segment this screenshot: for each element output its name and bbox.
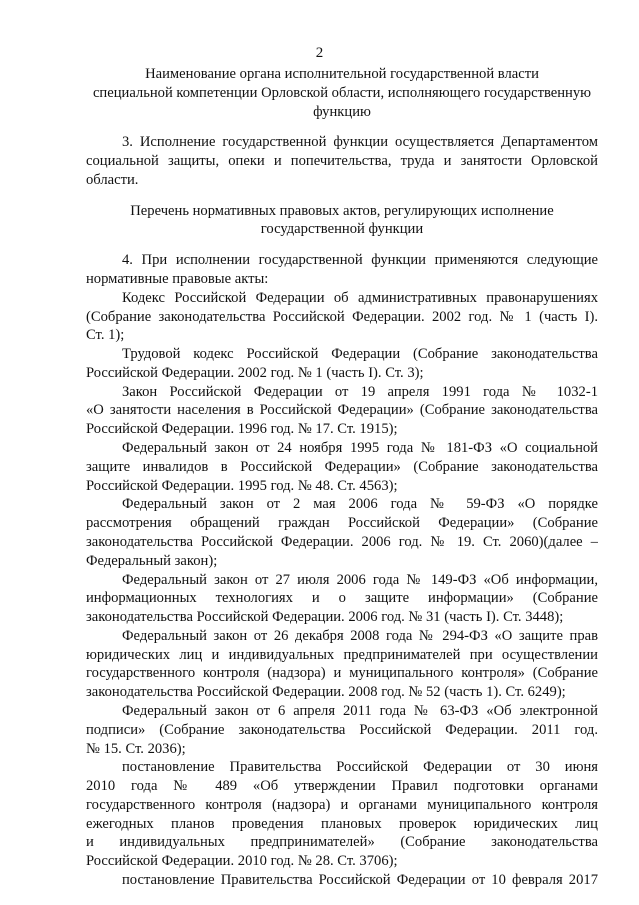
text-line: государственного контроля (надзора) и органами муниципального контроля <box>86 797 598 813</box>
text-line: Наименование органа исполнительной государственной власти <box>145 66 539 82</box>
text-line: законодательства Российской Федерации. 2006 год. № 31 (часть I). Ст. 3448); <box>86 609 564 625</box>
text-line: 4. При исполнении государственной функции применяются следующие <box>122 252 598 268</box>
text-line: «О занятости населения в Российской Федерации» (Собрание законодательства <box>86 402 598 418</box>
text-line: законодательства Российской Федерации. 2008 год. № 52 (часть 1). Ст. 6249); <box>86 684 566 700</box>
text-line: Трудовой кодекс Российской Федерации (Собрание законодательства <box>122 346 598 362</box>
text-line: (Собрание законодательства Российской Федерации. 2002 год. № 1 (часть I). <box>86 309 598 325</box>
text-line: Закон Российской Федерации от 19 апреля 1991 года № 1032-1 <box>122 384 598 400</box>
text-line: Ст. 1); <box>86 327 125 343</box>
text-line: ежегодных планов проведения плановых проверок юридических лиц <box>86 816 598 832</box>
text-line: юридических лиц и индивидуальных предпринимателей при осуществлении <box>86 647 598 663</box>
text-line: Федеральный закон от 26 декабря 2008 года № 294-ФЗ «О защите прав <box>122 628 598 644</box>
page-number: 2 <box>315 45 324 61</box>
text-line: специальной компетенции Орловской области, исполняющего государственную <box>92 85 592 101</box>
text-line: 3. Исполнение государственной функции осуществляется Департаментом <box>122 134 598 150</box>
text-line: государственной функции <box>260 221 424 237</box>
text-line: Российской Федерации. 2002 год. № 1 (часть I). Ст. 3); <box>86 365 424 381</box>
text-line: постановление Правительства Российской Федерации от 10 февраля 2017 <box>122 872 598 888</box>
text-line: Российской Федерации. 2010 год. № 28. Ст. 3706); <box>86 853 398 869</box>
text-line: Федеральный закон от 24 ноября 1995 года № 181-ФЗ «О социальной <box>122 440 598 456</box>
text-line: социальной защиты, опеки и попечительства, труда и занятости Орловской <box>86 153 598 169</box>
text-line: защите инвалидов в Российской Федерации» (Собрание законодательства <box>86 459 598 475</box>
text-line: функцию <box>313 104 371 120</box>
text-line: Федеральный закон); <box>86 553 218 569</box>
text-line: Федеральный закон от 6 апреля 2011 года № 63-ФЗ «Об электронной <box>122 703 598 719</box>
text-line: подписи» (Собрание законодательства Российской Федерации. 2011 год. <box>86 722 598 738</box>
text-line: Федеральный закон от 2 мая 2006 года № 59-ФЗ «О порядке <box>122 496 598 512</box>
text-line: Федеральный закон от 27 июля 2006 года № 149-ФЗ «Об информации, <box>122 572 598 588</box>
text-line: постановление Правительства Российской Федерации от 30 июня <box>122 759 598 775</box>
text-line: государственного контроля (надзора) и муниципального контроля» (Собрание <box>86 665 598 681</box>
text-line: № 15. Ст. 2036); <box>86 741 186 757</box>
text-line: Российской Федерации. 1996 год. № 17. Ст. 1915); <box>86 421 398 437</box>
text-line: законодательства Российской Федерации. 2006 год. № 19. Ст. 2060)(далее – <box>86 534 598 550</box>
text-line: Кодекс Российской Федерации об административных правонарушениях <box>122 290 598 306</box>
text-line: Перечень нормативных правовых актов, регулирующих исполнение <box>130 203 554 219</box>
text-line: 2010 года № 489 «Об утверждении Правил подготовки органами <box>86 778 598 794</box>
text-line: области. <box>86 172 139 188</box>
text-line: Российской Федерации. 1995 год. № 48. Ст. 4563); <box>86 478 398 494</box>
text-line: информационных технологиях и о защите информации» (Собрание <box>86 590 598 606</box>
text-line: рассмотрения обращений граждан Российской Федерации» (Собрание <box>86 515 598 531</box>
text-line: и индивидуальных предпринимателей» (Собрание законодательства <box>86 834 598 850</box>
text-line: нормативные правовые акты: <box>86 271 269 287</box>
